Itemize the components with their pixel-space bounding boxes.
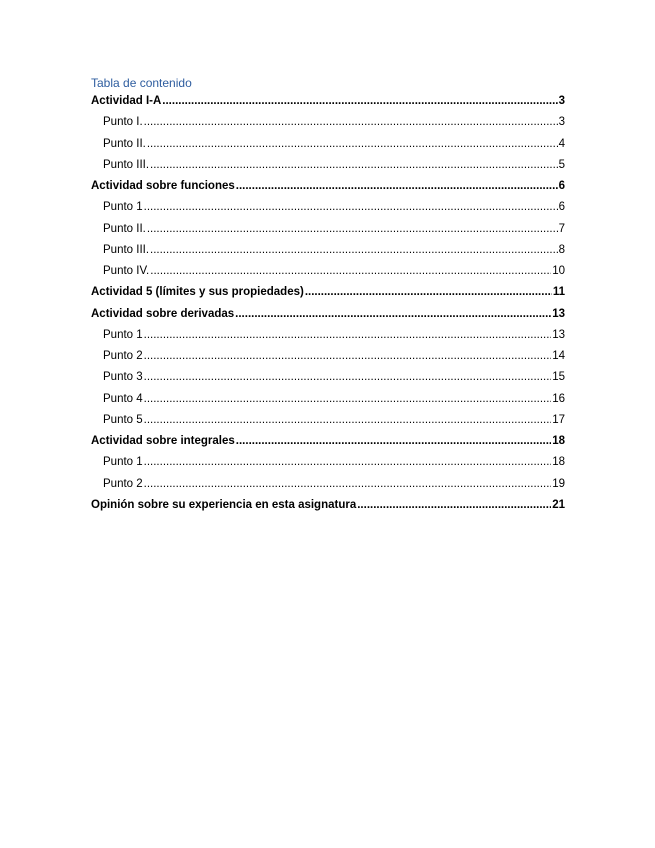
- toc-dot-leader: [150, 155, 558, 176]
- toc-dot-leader: [144, 367, 552, 388]
- toc-entry-title: Actividad sobre funciones: [91, 180, 235, 192]
- toc-entry-subsection[interactable]: [91, 367, 565, 388]
- toc-dot-leader: [305, 282, 552, 303]
- toc-entry-subsection[interactable]: [91, 452, 565, 473]
- toc-dot-leader: [144, 112, 558, 133]
- toc-dot-leader: [147, 219, 558, 240]
- toc-entry-page-number: 13: [552, 307, 565, 320]
- toc-dot-leader: [357, 495, 551, 516]
- toc-dot-leader: [144, 389, 552, 410]
- toc-dot-leader: [144, 197, 558, 218]
- toc-entry-page-number: 8: [558, 243, 565, 256]
- toc-dot-leader: [144, 346, 552, 367]
- toc-entry-subsection[interactable]: [91, 155, 565, 176]
- toc-dot-leader: [150, 261, 551, 282]
- toc-entry-title: Actividad 5 (límites y sus propiedades): [91, 286, 304, 299]
- toc-entry-page-number: 18: [552, 456, 565, 469]
- toc-entry-page-number: 3: [558, 116, 565, 129]
- toc-dot-leader: [144, 452, 552, 473]
- toc-entry-title: Punto III.: [103, 158, 150, 171]
- toc-entry-subsection[interactable]: [91, 112, 565, 133]
- toc-entry-section[interactable]: [91, 176, 565, 197]
- toc-entry-page-number: 21: [552, 498, 565, 511]
- toc-dot-leader: [144, 410, 552, 431]
- toc-entry-title: Punto 3: [103, 371, 143, 384]
- toc-entry-title: Punto 1: [103, 201, 143, 214]
- toc-entry-page-number: 14: [552, 350, 565, 362]
- toc-entry-page-number: 3: [558, 95, 565, 107]
- toc-entry-subsection[interactable]: [91, 134, 565, 155]
- table-of-contents: [91, 75, 565, 516]
- toc-dot-leader: [236, 176, 558, 197]
- toc-list: [91, 91, 565, 516]
- toc-entry-page-number: 16: [552, 392, 565, 405]
- toc-heading: Tabla de contenido: [91, 76, 192, 90]
- toc-dot-leader: [144, 325, 552, 346]
- toc-entry-page-number: 17: [552, 413, 565, 426]
- toc-entry-title: Opinión sobre su experiencia en esta asignatura: [91, 498, 357, 511]
- toc-entry-section[interactable]: [91, 495, 565, 516]
- toc-dot-leader: [236, 431, 551, 452]
- toc-entry-title: Punto 2: [103, 350, 143, 362]
- toc-entry-title: Punto III.: [103, 243, 150, 256]
- toc-entry-page-number: 13: [552, 328, 565, 341]
- toc-entry-page-number: 19: [552, 477, 565, 490]
- toc-dot-leader: [144, 474, 552, 495]
- toc-entry-subsection[interactable]: [91, 197, 565, 218]
- toc-entry-subsection[interactable]: [91, 389, 565, 410]
- toc-entry-title: Punto IV.: [103, 265, 150, 277]
- toc-dot-leader: [147, 134, 558, 155]
- toc-entry-title: Actividad sobre derivadas: [91, 307, 235, 320]
- toc-entry-page-number: 11: [552, 286, 565, 299]
- toc-entry-title: Punto 4: [103, 392, 143, 405]
- toc-entry-subsection[interactable]: [91, 219, 565, 240]
- toc-entry-title: Punto 1: [103, 456, 143, 469]
- toc-entry-subsection[interactable]: [91, 240, 565, 261]
- toc-entry-title: Punto II.: [103, 137, 146, 150]
- toc-entry-page-number: 10: [552, 265, 565, 277]
- toc-entry-title: Punto 1: [103, 328, 143, 341]
- toc-entry-page-number: 7: [558, 222, 565, 235]
- toc-entry-subsection[interactable]: [91, 325, 565, 346]
- toc-entry-section[interactable]: [91, 304, 565, 325]
- toc-entry-page-number: 6: [558, 201, 565, 214]
- toc-entry-section[interactable]: [91, 91, 565, 112]
- toc-entry-title: Punto 5: [103, 413, 143, 426]
- toc-entry-subsection[interactable]: [91, 474, 565, 495]
- toc-entry-subsection[interactable]: [91, 261, 565, 282]
- toc-entry-page-number: 15: [552, 371, 565, 384]
- toc-entry-page-number: 18: [552, 435, 565, 447]
- toc-entry-subsection[interactable]: [91, 346, 565, 367]
- toc-entry-page-number: 4: [558, 137, 565, 150]
- toc-entry-subsection[interactable]: [91, 410, 565, 431]
- toc-entry-title: Punto I.: [103, 116, 143, 129]
- toc-entry-page-number: 5: [558, 158, 565, 171]
- toc-dot-leader: [150, 240, 558, 261]
- toc-entry-title: Punto II.: [103, 222, 146, 235]
- toc-dot-leader: [235, 304, 551, 325]
- toc-dot-leader: [162, 91, 557, 112]
- toc-entry-title: Actividad sobre integrales: [91, 435, 235, 447]
- toc-entry-page-number: 6: [558, 180, 565, 192]
- toc-entry-section[interactable]: [91, 431, 565, 452]
- toc-entry-title: Punto 2: [103, 477, 143, 490]
- toc-entry-section[interactable]: [91, 282, 565, 303]
- toc-entry-title: Actividad I-A: [91, 95, 162, 107]
